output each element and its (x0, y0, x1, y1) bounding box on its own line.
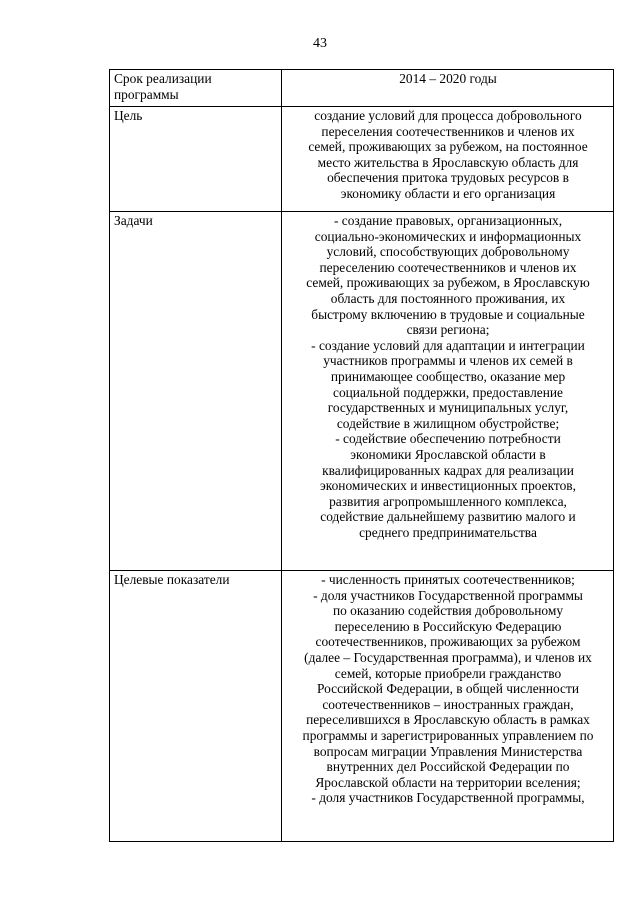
value-line: социальной поддержки, предоставление (333, 384, 563, 400)
value-line: семей, которые приобрели гражданство (334, 665, 562, 681)
value-line: по оказанию содействия добровольному (332, 603, 564, 619)
value-line: Российской Федерации, в общей численности (316, 681, 579, 697)
row-label-tasks (110, 212, 282, 571)
value-line: экономику области и его организация (340, 185, 556, 201)
value-line: программы и зарегистрированных управлением по (302, 727, 594, 743)
value-line: - содействие обеспечению потребности (335, 431, 561, 447)
value-line: (далее – Государственная программа), и членов их (304, 649, 592, 665)
row-label-goal (110, 107, 282, 212)
value-line: семей, проживающих за рубежом, на постоянное (308, 139, 588, 155)
label-line: Задачи (114, 213, 153, 228)
value-line: содействие дальнейшему развитию малого и (320, 509, 576, 525)
value-line: внутренних дел Российской Федерации по (326, 759, 570, 775)
value-line: государственных и муниципальных услуг, (327, 400, 569, 416)
table-row-period (110, 70, 614, 107)
value-line: связи региона; (406, 322, 490, 338)
row-label-period (110, 70, 282, 107)
value-line: переселению в Российскую Федерацию (334, 618, 562, 634)
row-value-indicators (282, 571, 614, 842)
value-line: соотечественников – иностранных граждан, (322, 696, 574, 712)
row-value-tasks (282, 212, 614, 571)
value-line: - создание условий для адаптации и интеграции (311, 337, 585, 353)
row-label-indicators (110, 571, 282, 842)
value-line: вопросам миграции Управления Министерства (313, 743, 583, 759)
label-line: Целевые показатели (114, 572, 230, 587)
value-line: экономики Ярославской области в (350, 446, 546, 462)
value-line: развития агропромышленного комплекса, (329, 493, 567, 509)
value-line: среднего предпринимательства (359, 524, 537, 540)
row-value-period (282, 70, 614, 107)
value-line: переселению соотечественников и членов их (319, 259, 577, 275)
value-line: экономических и инвестиционных проектов, (320, 478, 576, 494)
value-line: быстрому включению в трудовые и социальные (311, 306, 585, 322)
value-line: переселения соотечественников и членов их (321, 123, 575, 139)
label-line: Срок реализации (114, 71, 212, 86)
program-passport-table (109, 69, 614, 842)
value-line: - создание правовых, организационных, (333, 213, 563, 228)
value-line: содействие в жилищном обустройстве; (336, 415, 560, 431)
value-line: обеспечения притока трудовых ресурсов в (327, 170, 569, 186)
value-line: 2014 – 2020 годы (399, 71, 497, 86)
value-line: соотечественников, проживающих за рубежом (315, 634, 581, 650)
value-line: место жительства в Ярославскую область для (317, 154, 579, 170)
value-line: семей, проживающих за рубежом, в Ярославскую (306, 275, 590, 291)
value-line: - доля участников Государственной программы (313, 587, 583, 603)
table-row-indicators (110, 571, 614, 842)
value-line: - численность принятых соотечественников; (321, 572, 575, 587)
value-line: область для постоянного проживания, их (330, 290, 566, 306)
value-line: создание условий для процесса добровольного (314, 108, 582, 123)
value-line: - доля участников Государственной программы, (311, 790, 585, 806)
page-number: 43 (313, 36, 327, 51)
table-row-goal (110, 107, 614, 212)
row-value-goal (282, 107, 614, 212)
value-line: переселившихся в Ярославскую область в рамках (306, 712, 590, 728)
value-line: Ярославской области на территории вселения; (315, 774, 581, 790)
table-row-tasks (110, 212, 614, 571)
value-line: принимающее сообщество, оказание мер (330, 368, 566, 384)
value-line: условий, способствующих добровольному (326, 244, 570, 260)
label-line: Цель (114, 108, 143, 123)
value-line: участников программы и членов их семей в (323, 353, 573, 369)
value-line: квалифицированных кадрах для реализации (322, 462, 574, 478)
value-line: социально-экономических и информационных (314, 228, 582, 244)
label-line: программы (114, 86, 179, 102)
